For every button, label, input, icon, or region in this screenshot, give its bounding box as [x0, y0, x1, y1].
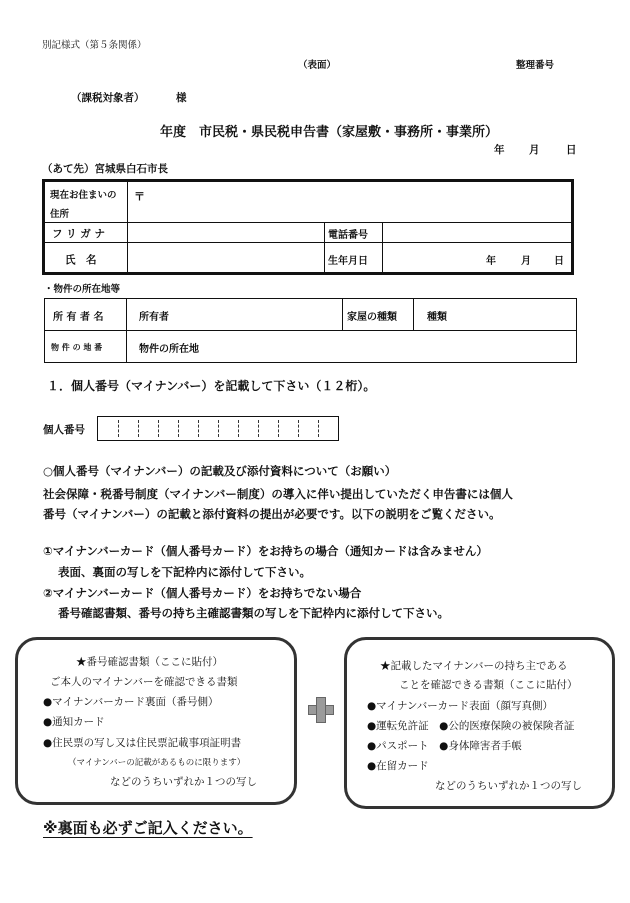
right-box-item-4: ●在留カード [367, 760, 429, 772]
side-label: （表面） [298, 60, 337, 71]
my-number-field[interactable] [97, 416, 339, 441]
notice-body-1: 社会保障・税番号制度（マイナンバー制度）の導入に伴い提出していただく申告書には個人 [43, 487, 513, 501]
right-box-title-2: ことを確認できる書類（ここに貼付） [399, 679, 578, 691]
phone-label: 電話番号 [328, 230, 368, 241]
address-field[interactable] [128, 182, 574, 222]
birth-year-label: 年 [486, 256, 496, 267]
right-box-footer: などのうちいずれか１つの写し [435, 780, 582, 792]
notice-body-2: 番号（マイナンバー）の記載と添付資料の提出が必要です。以下の説明をご覧ください。 [43, 507, 501, 521]
id-number-document-box[interactable] [15, 637, 297, 805]
left-box-footer: などのうちいずれか１つの写し [110, 776, 257, 788]
address-label: 現在お住まいの 住所 [50, 190, 117, 220]
furigana-label: フ リ ガ ナ [52, 228, 105, 240]
left-box-item-1: ●マイナンバーカード裏面（番号側） [43, 696, 219, 708]
left-box-title: ★番号確認書類（ここに貼付） [76, 656, 223, 668]
owner-label: 所 有 者 名 [53, 312, 104, 323]
birthdate-label: 生年月日 [328, 256, 368, 267]
left-box-item-3: ●住民票の写し又は住民票記載事項証明書 [43, 737, 242, 749]
name-label: 氏 名 [65, 254, 97, 266]
back-side-reminder: ※裏面も必ずご記入ください。 [43, 819, 253, 837]
furigana-field[interactable] [128, 223, 324, 242]
notice-heading: ○個人番号（マイナンバー）の記載及び添付資料について（お願い） [43, 464, 397, 478]
left-box-item-3-note: （マイナンバーの記載があるものに限ります） [68, 758, 246, 768]
applicant-table [42, 179, 574, 275]
date-month: 月 [529, 144, 540, 156]
case1-title: ①マイナンバーカード（個人番号カード）をお持ちの場合（通知カードは含みません） [43, 544, 488, 558]
id-owner-document-box[interactable] [344, 637, 615, 809]
birth-month-label: 月 [521, 256, 531, 267]
lot-value[interactable]: 物件の所在地 [139, 344, 199, 355]
postal-mark: 〒 [134, 190, 145, 203]
recipient: （あて先）宮城県白石市長 [42, 163, 168, 175]
case2-body: 番号確認書類、番号の持ち主確認書類の写しを下記枠内に添付して下さい。 [58, 606, 449, 620]
property-section-label: ・物件の所在地等 [44, 284, 121, 295]
taxpayer-label: （課税対象者） [71, 92, 145, 104]
case1-body: 表面、裏面の写しを下記枠内に添付して下さい。 [58, 565, 311, 579]
right-box-item-3: ●パスポート ●身体障害者手帳 [367, 740, 522, 752]
right-box-title-1: ★記載したマイナンバーの持ち主である [380, 660, 568, 672]
right-box-item-1: ●マイナンバーカード表面（顔写真側） [367, 700, 553, 712]
house-type-value[interactable]: 種類 [427, 312, 447, 323]
owner-value[interactable]: 所有者 [139, 312, 169, 323]
case2-title: ②マイナンバーカード（個人番号カード）をお持ちでない場合 [43, 586, 362, 600]
birth-day-label: 日 [554, 256, 564, 267]
my-number-instruction: １．個人番号（マイナンバー）を記載して下さい（１２桁）。 [47, 379, 376, 393]
honorific: 様 [176, 92, 187, 104]
phone-field[interactable] [383, 223, 574, 242]
name-field[interactable] [128, 243, 324, 275]
date-year: 年 [494, 144, 505, 156]
house-type-label: 家屋の種類 [347, 312, 397, 323]
my-number-label: 個人番号 [43, 424, 85, 436]
lot-label: 物 件 の 地 番 [51, 343, 103, 352]
reference-number-label: 整理番号 [516, 60, 555, 71]
left-box-subtitle: ご本人のマイナンバーを確認できる書類 [50, 676, 238, 688]
property-table [44, 298, 577, 363]
right-box-item-2: ●運転免許証 ●公的医療保険の被保険者証 [367, 720, 575, 732]
form-note: 別記様式（第５条関係） [42, 40, 147, 51]
page-title: 年度 市民税・県民税申告書（家屋敷・事務所・事業所） [160, 125, 499, 140]
left-box-item-2: ●通知カード [43, 716, 105, 728]
date-day: 日 [566, 144, 577, 156]
plus-icon [308, 697, 334, 723]
